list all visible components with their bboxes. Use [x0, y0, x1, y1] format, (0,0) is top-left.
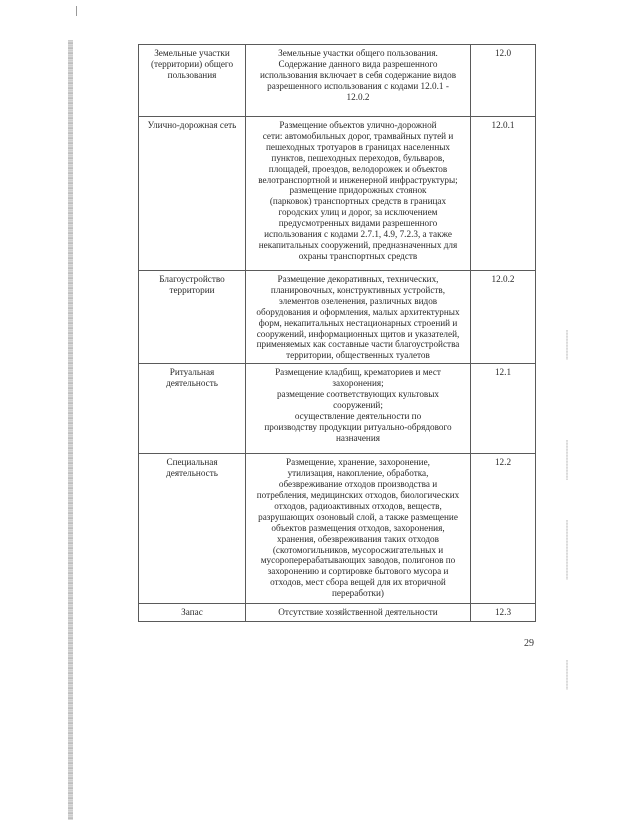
description-line: сооружений; — [333, 399, 383, 410]
description-line: разрушающих озоновый слой, а также размещение — [258, 511, 458, 522]
description-line: захоронению и сортировке бытового мусора и — [267, 566, 449, 577]
land-use-description — [246, 454, 471, 604]
description-line: сооружений, информационных щитов и указателей, — [256, 328, 460, 339]
land-use-description — [246, 604, 471, 622]
description-line: оборудования и оформления, малых архитектурных — [256, 306, 460, 317]
description-line: использования с кодами 2.7.1, 4.9, 7.2.3, а также — [264, 229, 452, 240]
table-row — [139, 604, 536, 622]
land-use-description — [246, 45, 471, 117]
description-line: охраны транспортных средств — [298, 250, 418, 261]
description-line: предусмотренных видами разрешенного — [278, 218, 438, 229]
table-row — [139, 45, 536, 117]
description-line: Размещение объектов улично-дорожной — [279, 120, 437, 130]
description-line: мусороперерабатывающих заводов, полигонов по — [260, 555, 456, 566]
description-line: применяемых как составные части благоустройства — [256, 339, 460, 350]
description-line: назначения — [335, 432, 380, 443]
land-use-code: 12.2 — [471, 454, 536, 604]
description-line: захоронения; — [332, 378, 384, 389]
table-row — [139, 117, 536, 271]
description-line: Размещение, хранение, захоронение, — [286, 457, 430, 468]
description-line: площадей, проездов, велодорожек и объектов — [268, 163, 448, 174]
description-line: Размещение декоративных, технических, — [277, 274, 439, 284]
description-line: сети: автомобильных дорог, трамвайных путей и — [262, 130, 454, 141]
land-use-name: Ритуальная деятельность — [139, 364, 246, 454]
table-body — [139, 45, 536, 622]
description-line: осуществление деятельности по — [294, 410, 422, 421]
description-line: форм, некапитальных нестационарных строений и — [258, 317, 458, 328]
description-line: Размещение кладбищ, крематориев и мест — [275, 367, 441, 378]
land-use-name: Специальная деятельность — [139, 454, 246, 604]
description-line: элементов озеленения, различных видов — [278, 295, 438, 306]
description-line: Земельные участки общего пользования. — [278, 48, 438, 58]
description-line: пешеходных тротуаров в границах населенных — [265, 141, 451, 152]
description-line: некапитальных сооружений, предназначенных для — [258, 239, 458, 250]
land-use-name: Запас — [139, 604, 246, 622]
description-line: потребления, медицинских отходов, биологических — [256, 489, 460, 500]
land-use-name: Улично-дорожная сеть — [139, 117, 246, 271]
land-use-table — [138, 44, 536, 622]
description-line: Отсутствие хозяйственной деятельности — [278, 607, 438, 618]
scan-binding-edge — [68, 40, 73, 820]
scan-speck-right — [566, 660, 568, 690]
land-use-description — [246, 117, 471, 271]
land-use-code: 12.0 — [471, 45, 536, 117]
description-line: городских улиц и дорог, за исключением — [278, 207, 438, 218]
description-line: размещение соответствующих культовых — [276, 389, 440, 400]
land-use-code: 12.0.2 — [471, 271, 536, 364]
description-line: велотранспортной и инженерной инфраструктуры; — [258, 174, 458, 185]
page-number: 29 — [524, 638, 534, 649]
description-line: пунктов, пешеходных переходов, бульваров, — [271, 152, 445, 163]
land-use-name: Благоустройство территории — [139, 271, 246, 364]
description-line: размещение придорожных стоянок — [289, 185, 427, 196]
table-row — [139, 454, 536, 604]
scan-speck-right — [566, 440, 568, 480]
scan-corner-mark — [76, 6, 77, 16]
land-use-code: 12.1 — [471, 364, 536, 454]
land-use-code: 12.3 — [471, 604, 536, 622]
description-line: производству продукции ритуально-обрядового — [264, 421, 452, 432]
land-use-name: Земельные участки (территории) общего пользования — [139, 45, 246, 117]
description-line: Содержание данного вида разрешенного — [278, 58, 438, 69]
description-line: разрешенного использования с кодами 12.0.1 - — [267, 80, 449, 91]
description-line: переработки) — [332, 588, 384, 599]
land-use-code: 12.0.1 — [471, 117, 536, 271]
description-line: (парковок) транспортных средств в границах — [269, 196, 447, 207]
description-line: обезвреживание отходов производства и — [278, 479, 438, 490]
description-line: утилизация, накопление, обработка, — [287, 468, 429, 479]
description-line: отходов, радиоактивных отходов, веществ, — [274, 500, 442, 511]
description-line: территории, общественных туалетов — [286, 350, 430, 361]
description-line: объектов размещения отходов, захоронения, — [271, 522, 445, 533]
scan-speck-right — [566, 330, 568, 360]
description-line: использования включает в себя содержание видов — [259, 69, 457, 80]
scan-speck-right — [566, 520, 568, 580]
description-line: отходов, мест сбора вещей для их вторичной — [270, 577, 446, 588]
table-row — [139, 271, 536, 364]
table-row — [139, 364, 536, 454]
description-line: планировочных, конструктивных устройств, — [270, 284, 446, 295]
land-use-description — [246, 364, 471, 454]
description-line: 12.0.2 — [346, 91, 370, 102]
description-line: хранения, обезвреживания таких отходов — [277, 533, 439, 544]
description-line: (скотомогильников, мусоросжигательных и — [272, 544, 444, 555]
land-use-description — [246, 271, 471, 364]
